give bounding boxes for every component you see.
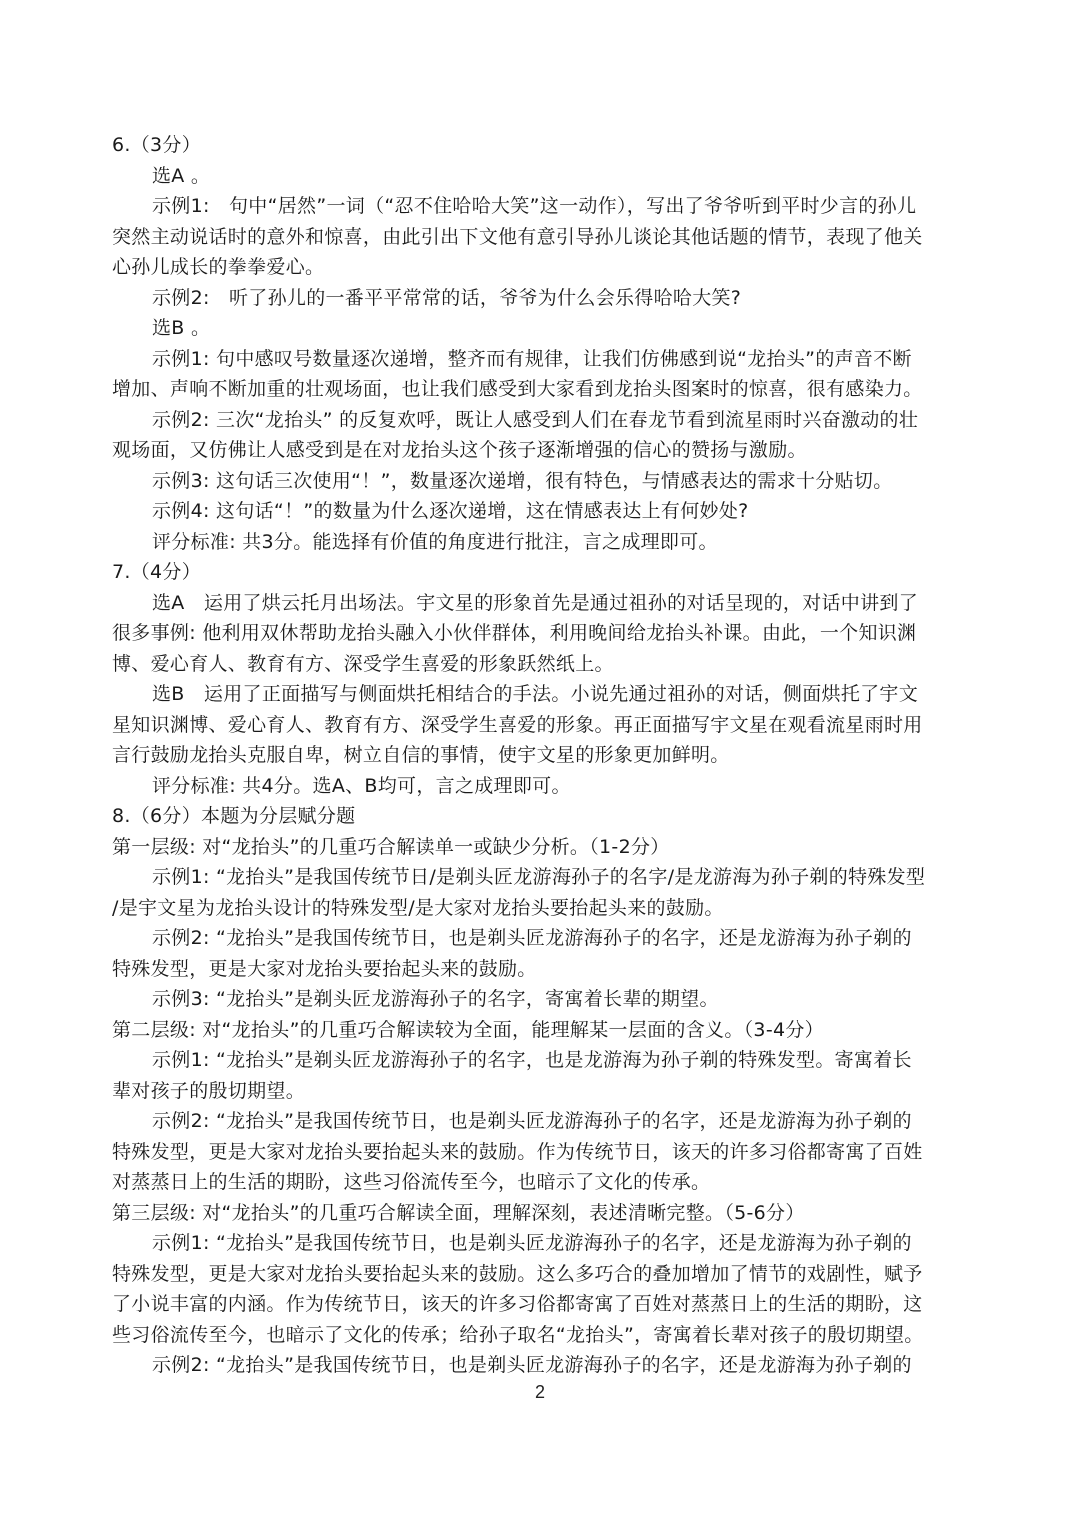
text-line: 特殊发型，更是大家对龙抬头要抬起头来的鼓励。	[112, 957, 537, 980]
text-line: 示例1: 句中“居然”一词（“忍不住哈哈大笑”这一动作），写出了爷爷听到平时少言的孙儿	[152, 195, 917, 217]
text-line: 示例2: 三次“龙抬头” 的反复欢呼，既让人感受到人们在春龙节看到流星雨时兴奋激动的壮	[152, 408, 919, 431]
text-line: /是宇文星为龙抬头设计的特殊发型/是大家对龙抬头要抬起头来的鼓励。	[112, 896, 724, 919]
text-line: 对蒸蒸日上的生活的期盼，这些习俗流传至今，也暗示了文化的传承。	[112, 1171, 711, 1193]
text-line: 增加、声响不断加重的壮观场面，也让我们感受到大家看到龙抬头图案时的惊喜，很有感染力。	[112, 378, 923, 400]
text-line: 特殊发型，更是大家对龙抬头要抬起头来的鼓励。这么多巧合的叠加增加了情节的戏剧性，赋予	[112, 1262, 923, 1285]
text-line: 示例1: “龙抬头”是剃头匠龙游海孙子的名字，也是龙游海为孙子剃的特殊发型。寄寓着长	[152, 1049, 912, 1071]
text-line: 示例4: 这句话“！”的数量为什么逐次递增，这在情感表达上有何妙处?	[152, 500, 749, 522]
text-line: 第二层级: 对“龙抬头”的几重巧合解读较为全面，能理解某一层面的含义。（3-4分）	[112, 1018, 824, 1041]
text-line: 特殊发型，更是大家对龙抬头要抬起头来的鼓励。作为传统节日，该天的许多习俗都寄寓了百姓	[112, 1140, 923, 1163]
text-line: 7.（4分）	[112, 561, 202, 583]
page-number: 2	[534, 1382, 545, 1402]
text-line: 示例2: 听了孙儿的一番平平常常的话，爷爷为什么会乐得哈哈大笑?	[152, 286, 742, 309]
text-line: 示例1: “龙抬头”是我国传统节日/是剃头匠龙游海孙子的名字/是龙游海为孙子剃的特殊发型	[152, 866, 926, 888]
text-line: 示例1: “龙抬头”是我国传统节日，也是剃头匠龙游海孙子的名字，还是龙游海为孙子剃的	[152, 1232, 912, 1254]
text-line: 很多事例: 他利用双休帮助龙抬头融入小伙伴群体，利用晚间给龙抬头补课。由此，一个知识渊	[112, 622, 917, 644]
text-line: 博、爱心育人、教育有方、深受学生喜爱的形象跃然纸上。	[112, 652, 614, 675]
text-line: 些习俗流传至今，也暗示了文化的传承；给孙子取名“龙抬头”，寄寓着长辈对孩子的殷切期望。	[112, 1323, 924, 1346]
text-line: 评分标准: 共3分。能选择有价值的角度进行批注，言之成理即可。	[152, 530, 718, 553]
text-line: 心孙儿成长的拳拳爱心。	[112, 256, 325, 278]
text-line: 第一层级: 对“龙抬头”的几重巧合解读单一或缺少分析。（1-2分）	[112, 835, 670, 858]
text-line: 选A 。	[152, 164, 211, 187]
text-line: 第三层级: 对“龙抬头”的几重巧合解读全面，理解深刻，表述清晰完整。（5-6分）	[112, 1201, 805, 1224]
text-line: 辈对孩子的殷切期望。	[112, 1079, 306, 1102]
text-line: 观场面，又仿佛让人感受到是在对龙抬头这个孩子逐渐增强的信心的赞扬与激励。	[112, 439, 807, 461]
text-line: 示例1: 句中感叹号数量逐次递增，整齐而有规律，让我们仿佛感到说“龙抬头”的声音不断	[152, 347, 912, 370]
text-line: 8.（6分）本题为分层赋分题	[112, 805, 356, 827]
document-body	[112, 130, 972, 1381]
text-line: 6.（3分）	[112, 134, 202, 156]
text-line: 了小说丰富的内涵。作为传统节日，该天的许多习俗都寄寓了百姓对蒸蒸日上的生活的期盼，这	[112, 1293, 923, 1315]
text-line: 评分标准: 共4分。选A、B均可，言之成理即可。	[152, 774, 571, 797]
text-line: 选B 。	[152, 317, 211, 339]
text-line: 示例3: 这句话三次使用“！”，数量逐次递增，很有特色，与情感表达的需求十分贴切。	[152, 469, 893, 492]
text-line: 选A 运用了烘云托月出场法。宇文星的形象首先是通过祖孙的对话呈现的，对话中讲到了	[152, 591, 918, 614]
text-line: 星知识渊博、爱心育人、教育有方、深受学生喜爱的形象。再正面描写宇文星在观看流星雨时用	[112, 713, 923, 736]
text-line: 选B 运用了正面描写与侧面烘托相结合的手法。小说先通过祖孙的对话，侧面烘托了宇文	[152, 683, 919, 705]
text-line: 示例2: “龙抬头”是我国传统节日，也是剃头匠龙游海孙子的名字，还是龙游海为孙子剃的	[152, 1110, 912, 1132]
text-line: 言行鼓励龙抬头克服自卑，树立自信的事情，使宇文星的形象更加鲜明。	[112, 744, 730, 766]
text-line: 示例3: “龙抬头”是剃头匠龙游海孙子的名字，寄寓着长辈的期望。	[152, 988, 719, 1010]
text-line: 突然主动说话时的意外和惊喜，由此引出下文他有意引导孙儿谈论其他话题的情节，表现了他关	[112, 225, 923, 248]
text-line: 示例2: “龙抬头”是我国传统节日，也是剃头匠龙游海孙子的名字，还是龙游海为孙子剃的	[152, 927, 912, 949]
text-line: 示例2: “龙抬头”是我国传统节日，也是剃头匠龙游海孙子的名字，还是龙游海为孙子剃的	[152, 1354, 912, 1376]
